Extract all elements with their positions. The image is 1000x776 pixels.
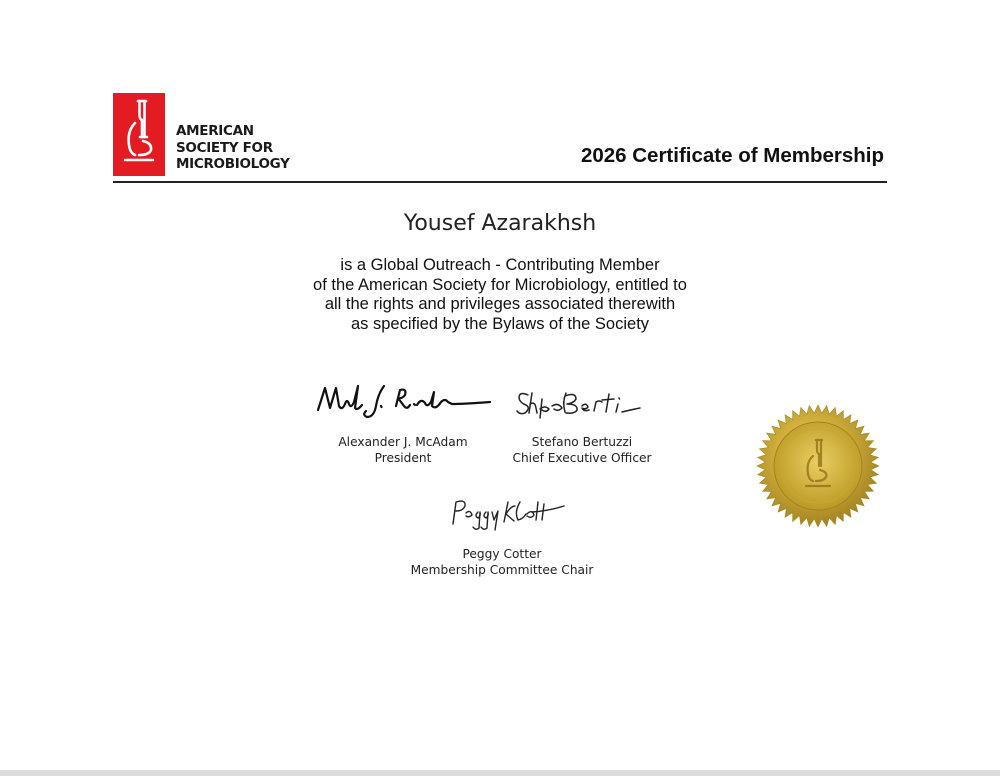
signatory-name: Peggy Cotter bbox=[462, 547, 542, 561]
signatory-president bbox=[323, 434, 483, 466]
signatory-role: Chief Executive Officer bbox=[512, 451, 652, 465]
header-divider bbox=[113, 181, 887, 183]
asm-logo-icon bbox=[113, 93, 165, 176]
membership-statement bbox=[0, 256, 1000, 334]
committee-chair-signature bbox=[448, 494, 570, 532]
organization-name bbox=[176, 123, 336, 173]
president-signature bbox=[314, 380, 494, 422]
organization-name-line: MICROBIOLOGY bbox=[176, 156, 290, 172]
statement-line: of the American Society for Microbiology, entitled to bbox=[313, 275, 687, 294]
organization-name-line: SOCIETY FOR bbox=[176, 139, 273, 156]
ceo-signature bbox=[514, 388, 646, 420]
statement-line: is a Global Outreach - Contributing Member bbox=[340, 256, 660, 274]
certificate-title: 2026 Certificate of Membership bbox=[580, 144, 884, 167]
signatory-name: Stefano Bertuzzi bbox=[531, 435, 633, 449]
signatory-role: Membership Committee Chair bbox=[410, 563, 594, 577]
signatory-committee-chair bbox=[402, 546, 602, 578]
signatory-ceo bbox=[497, 434, 667, 466]
page-bottom-edge bbox=[0, 770, 1000, 776]
organization-name-line: AMERICAN bbox=[176, 123, 254, 139]
statement-line: all the rights and privileges associated therewith bbox=[324, 295, 676, 313]
statement-line: as specified by the Bylaws of the Society bbox=[350, 314, 650, 333]
member-name: Yousef Azarakhsh bbox=[403, 211, 597, 236]
signatory-role: President bbox=[374, 451, 432, 465]
gold-seal-icon bbox=[756, 404, 880, 528]
signatory-name: Alexander J. McAdam bbox=[338, 435, 468, 449]
